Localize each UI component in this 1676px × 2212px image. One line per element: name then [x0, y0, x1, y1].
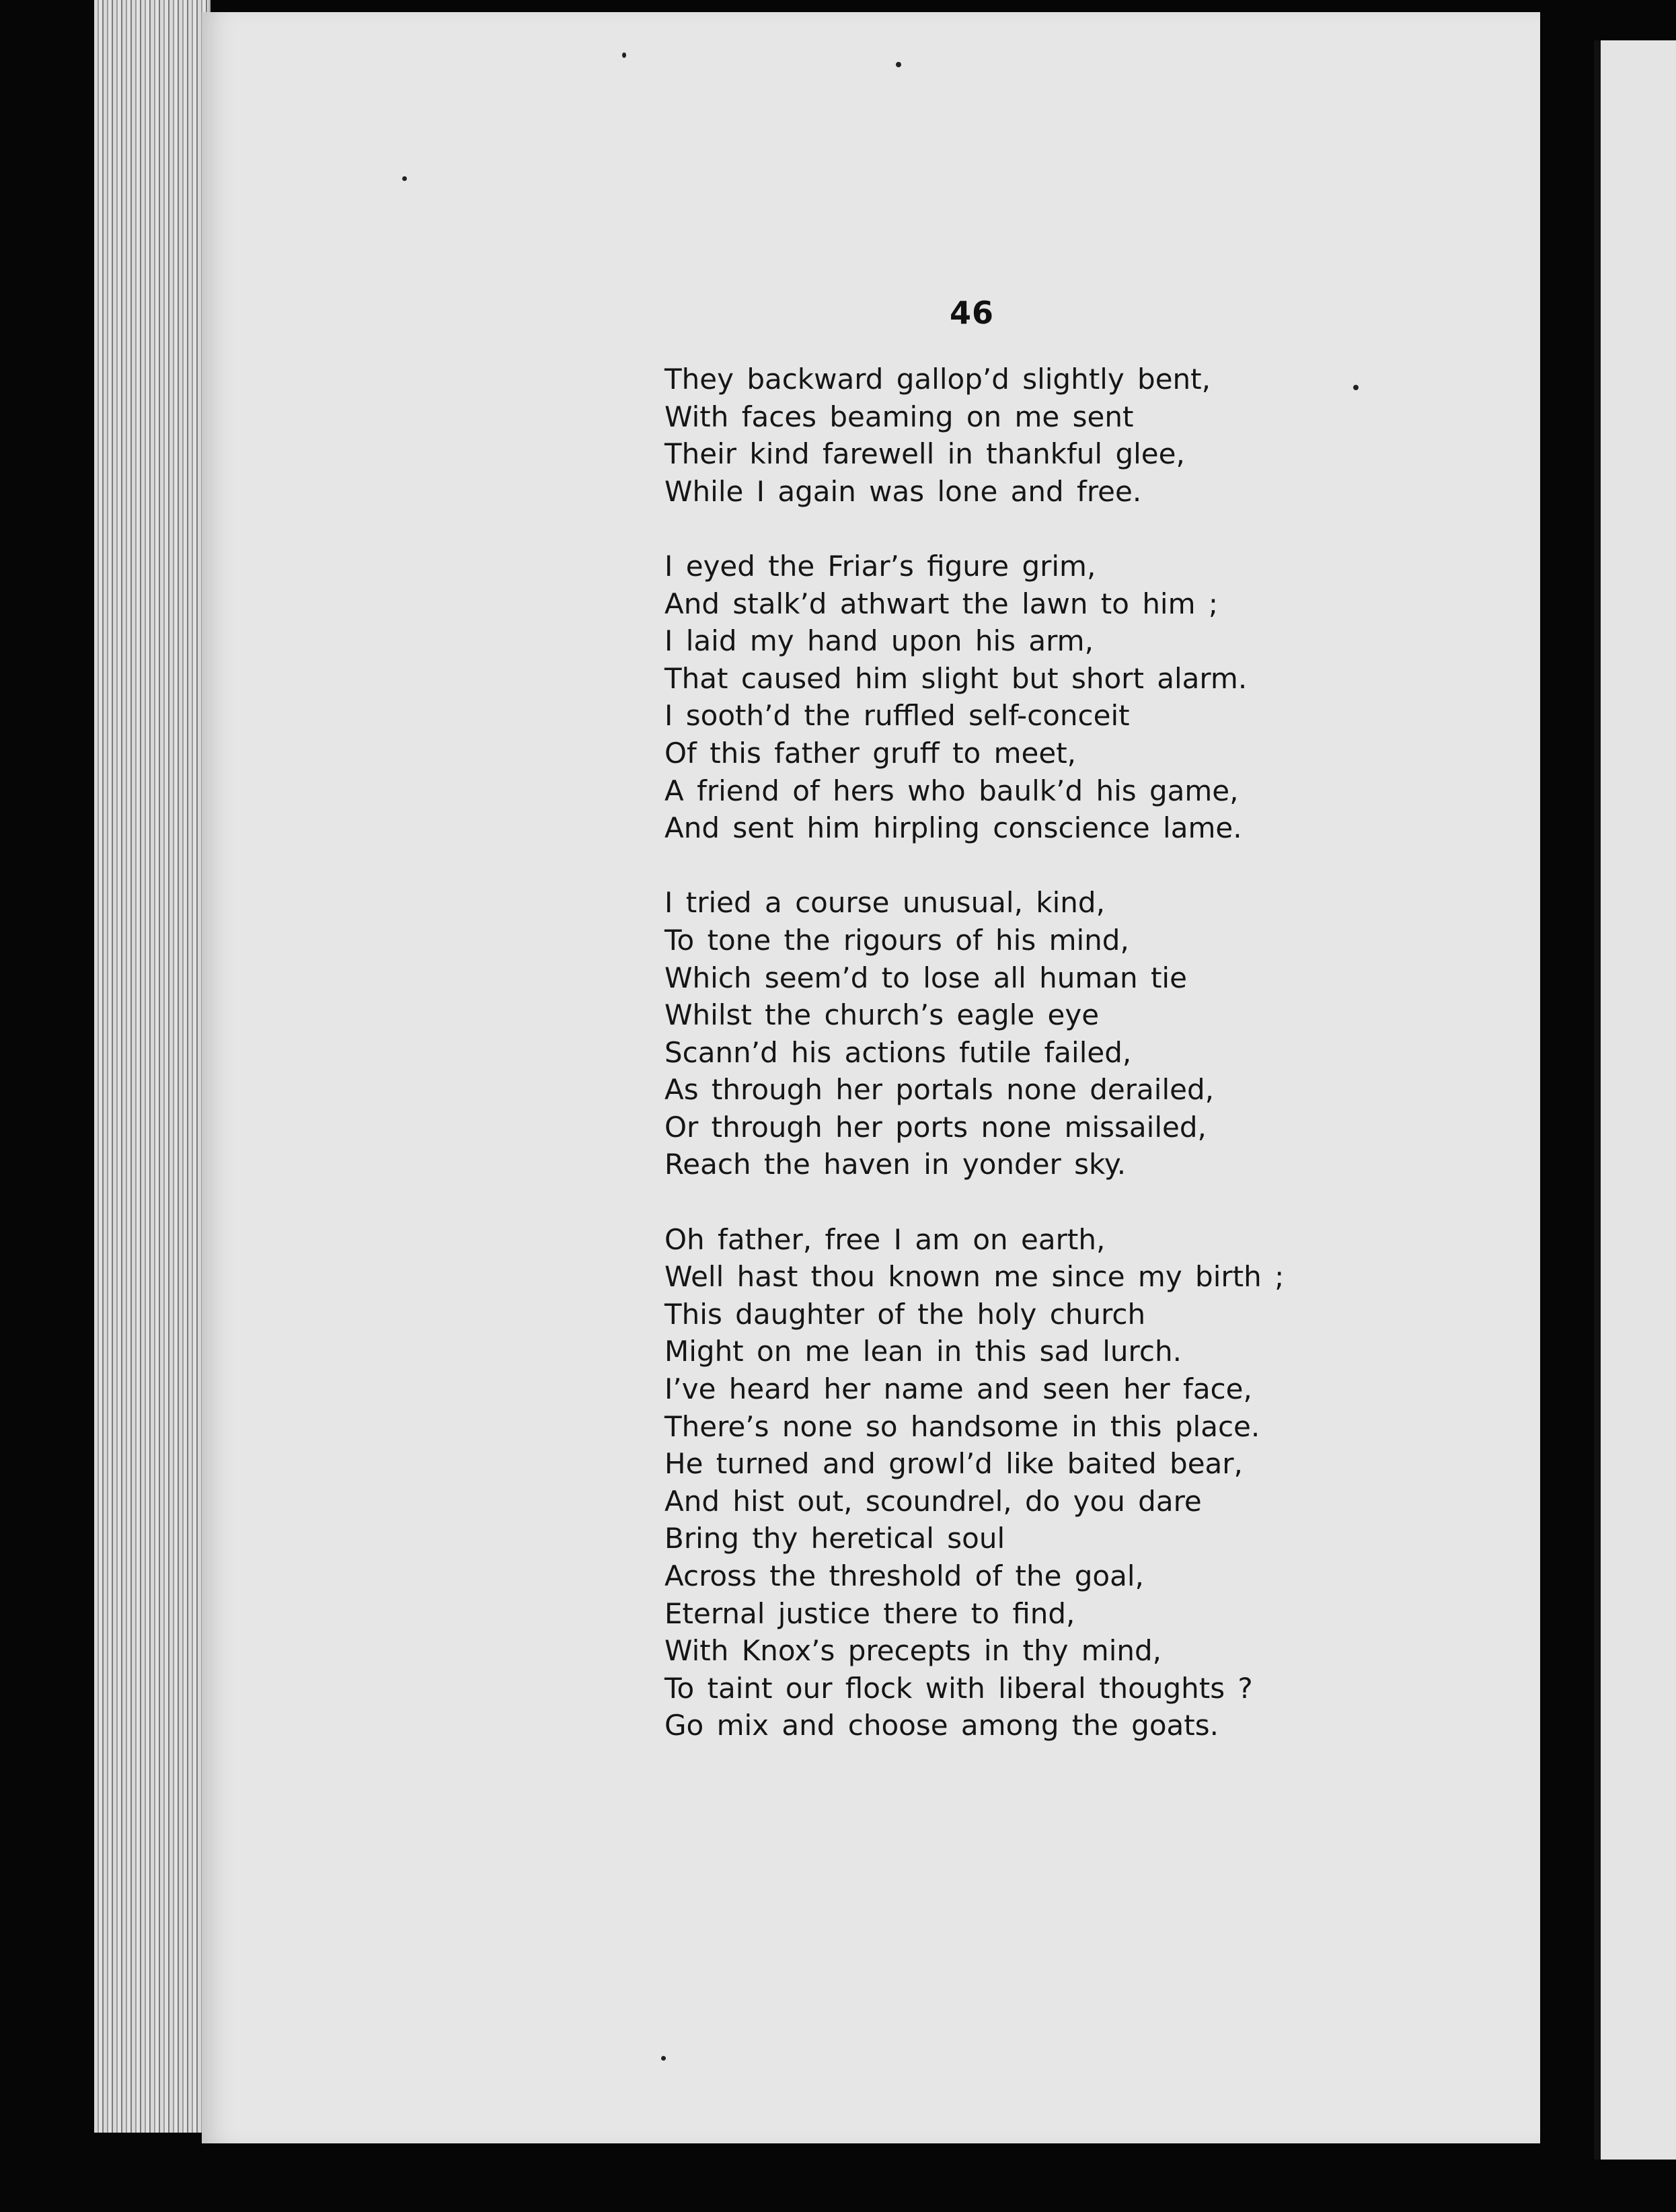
poem-line: There’s none so handsome in this place. — [664, 1409, 1260, 1443]
poem-line: Or through her ports none missailed, — [664, 1110, 1207, 1144]
poem-line: And hist out, scoundrel, do you dare — [664, 1484, 1202, 1518]
dust-speck — [402, 176, 407, 181]
poem-line: I tried a course unusual, kind, — [664, 886, 1105, 920]
poem-line: Go mix and choose among the goats. — [664, 1709, 1219, 1742]
poem-line: Well hast thou known me since my birth ; — [664, 1260, 1285, 1294]
poem-line: To taint our flock with liberal thoughts ? — [664, 1671, 1253, 1705]
poem-line: While I again was lone and free. — [664, 474, 1142, 508]
stanza-4 — [664, 1221, 1337, 1744]
poem-line: Of this father gruff to meet, — [664, 736, 1077, 770]
poem-line: Their kind farewell in thankful glee, — [664, 437, 1185, 471]
page-edges — [94, 0, 211, 2133]
poem-line: Scann’d his actions futile failed, — [664, 1035, 1132, 1069]
poem-line: Eternal justice there to find, — [664, 1596, 1075, 1630]
poem-line: To tone the rigours of his mind, — [664, 923, 1129, 957]
poem-line: Whilst the church’s eagle eye — [664, 998, 1100, 1032]
poem-line: With Knox’s precepts in thy mind, — [664, 1634, 1161, 1668]
dust-speck — [896, 62, 901, 67]
dust-speck — [622, 52, 626, 58]
poem-line: Oh father, free I am on earth, — [664, 1222, 1106, 1256]
poem-line: Bring thy heretical soul — [664, 1522, 1005, 1555]
poem-line: I’ve heard her name and seen her face, — [664, 1372, 1252, 1406]
poem-line: Might on me lean in this sad lurch. — [664, 1335, 1182, 1368]
poem-line: That caused him slight but short alarm. — [664, 661, 1248, 695]
poem-line: With faces beaming on me sent — [664, 400, 1134, 433]
poem-line: As through her portals none derailed, — [664, 1073, 1214, 1107]
poem-line: Across the threshold of the goal, — [664, 1559, 1144, 1592]
stanza-3 — [664, 884, 1337, 1183]
stanza-2 — [664, 548, 1337, 847]
poem-line: They backward gallop’d slightly bent, — [664, 363, 1211, 396]
poem-line: I eyed the Friar’s figure grim, — [664, 549, 1096, 583]
stanza-1 — [664, 361, 1337, 510]
poem-line: I sooth’d the ruffled self-conceit — [664, 699, 1130, 733]
dust-speck — [661, 2056, 666, 2061]
facing-page-edge — [1594, 40, 1676, 2160]
poem-line: A friend of hers who baulk’d his game, — [664, 774, 1239, 807]
poem-line: And stalk’d athwart the lawn to him ; — [664, 587, 1219, 620]
poem-text — [664, 361, 1337, 1782]
poem-line: Which seem’d to lose all human tie — [664, 961, 1187, 994]
poem-line: This daughter of the holy church — [664, 1297, 1146, 1331]
poem-line: Reach the haven in yonder sky. — [664, 1148, 1127, 1181]
poem-line: I laid my hand upon his arm, — [664, 624, 1094, 658]
page-number: 46 — [950, 295, 995, 331]
poem-line: And sent him hirpling conscience lame. — [664, 811, 1242, 845]
dust-speck — [1353, 385, 1359, 390]
poem-line: He turned and growl’d like baited bear, — [664, 1447, 1243, 1481]
